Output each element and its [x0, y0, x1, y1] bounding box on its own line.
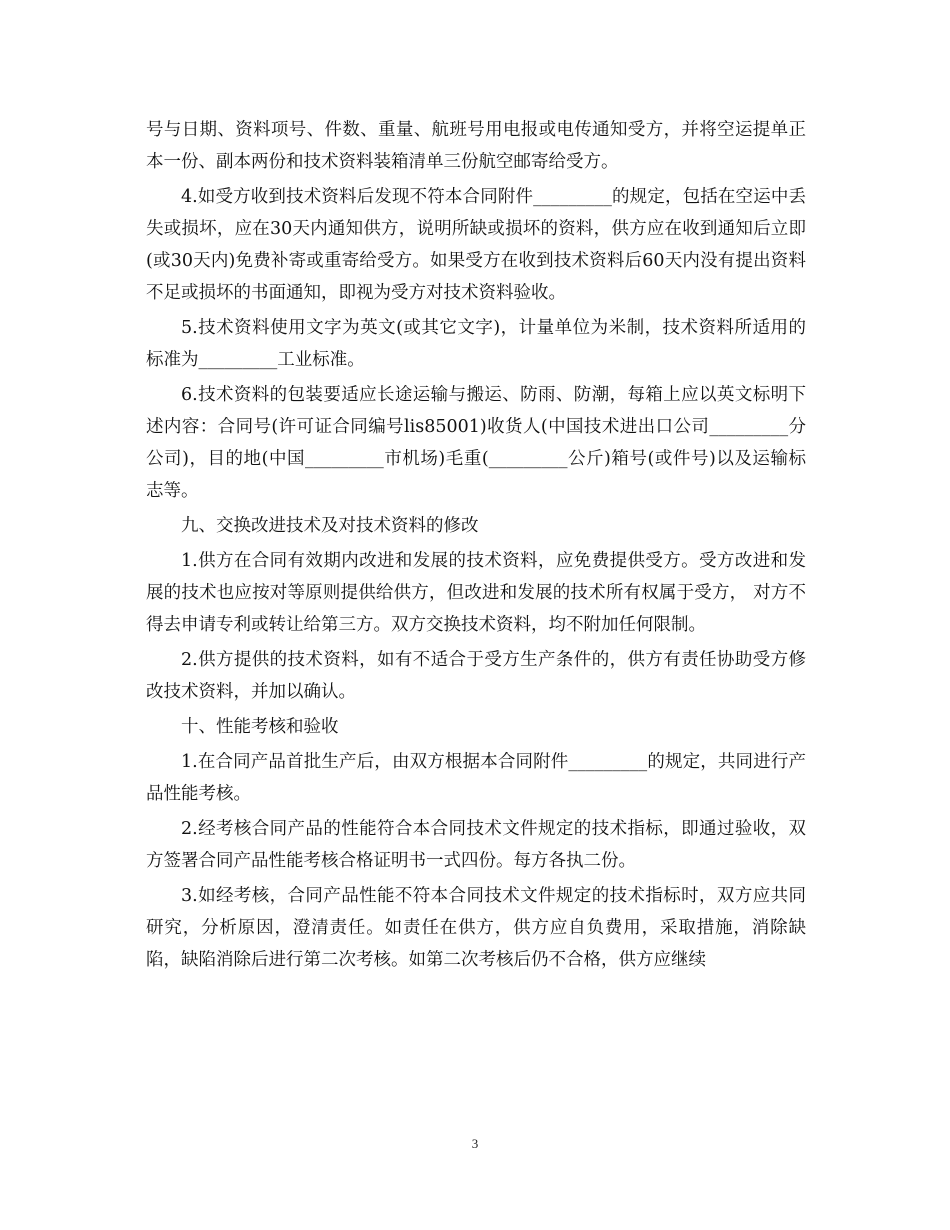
document-body	[146, 114, 806, 979]
page-number: 3	[471, 1136, 479, 1151]
paragraph-section10-clause-3: 3.如经考核，合同产品性能不符本合同技术文件规定的技术指标时，双方应共同研究，分析原因，澄清责任。如责任在供方，供方应自负费用，采取措施，消除缺陷，缺陷消除后进行第二次考核。如第二次考核后仍不合格，供方应继续	[146, 886, 806, 970]
paragraph-section9-clause-2: 2.供方提供的技术资料，如有不适合于受方生产条件的，供方有责任协助受方修改技术资料，并加以确认。	[146, 650, 806, 702]
section-heading-10: 十、性能考核和验收	[181, 717, 339, 737]
paragraph-clause-5: 5.技术资料使用文字为英文(或其它文字)，计量单位为米制，技术资料所适用的标准为_________工业标准。	[146, 318, 806, 370]
paragraph-section9-clause-1: 1.供方在合同有效期内改进和发展的技术资料，应免费提供受方。受方改进和发展的技术也应按对等原则提供给供方，但改进和发展的技术所有权属于受方， 对方不得去申请专利或转让给第三方。双方交换技术资料，均不附加任何限制。	[146, 551, 806, 635]
section-heading-9: 九、交换改进技术及对技术资料的修改	[181, 516, 479, 536]
paragraph-section10-clause-2: 2.经考核合同产品的性能符合本合同技术文件规定的技术指标，即通过验收，双方签署合同产品性能考核合格证明书一式四份。每方各执二份。	[146, 819, 806, 871]
paragraph-section10-clause-1: 1.在合同产品首批生产后，由双方根据本合同附件_________的规定，共同进行产品性能考核。	[146, 752, 806, 804]
paragraph-clause-4: 4.如受方收到技术资料后发现不符本合同附件_________的规定，包括在空运中丢失或损坏，应在30天内通知供方，说明所缺或损坏的资料，供方应在收到通知后立即(或30天内)免费补寄或重寄给受方。如果受方在收到技术资料后60天内没有提出资料不足或损坏的书面通知，即视为受方对技术资料验收。	[146, 187, 806, 303]
paragraph-clause-6: 6.技术资料的包装要适应长途运输与搬运、防雨、防潮，每箱上应以英文标明下述内容：合同号(许可证合同编号lis85001)收货人(中国技术进出口公司_________分公司)，目的地(中国_________市机场)毛重(_________公斤)箱号(或件号)以及运输标志等。	[146, 385, 806, 501]
paragraph-continued: 号与日期、资料项号、件数、重量、航班号用电报或电传通知受方，并将空运提单正本一份、副本两份和技术资料装箱清单三份航空邮寄给受方。	[146, 120, 806, 172]
